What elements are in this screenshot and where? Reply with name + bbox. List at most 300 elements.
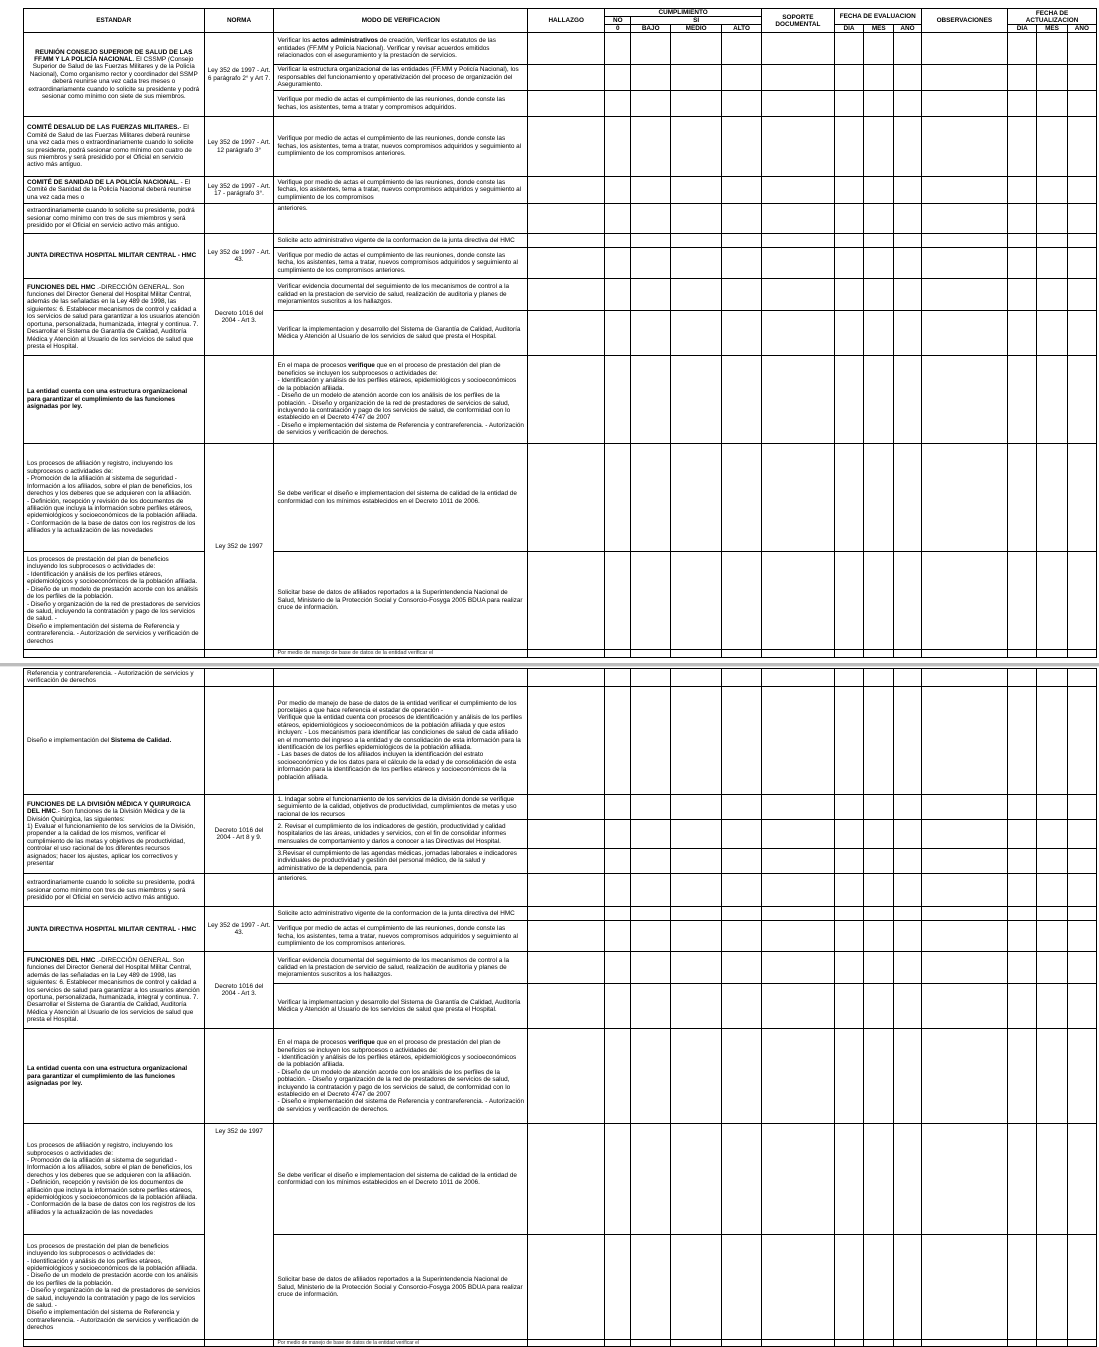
soporte-cell[interactable] — [761, 311, 834, 356]
anio-act-cell[interactable] — [1067, 820, 1096, 849]
mes-cell[interactable] — [864, 1235, 894, 1340]
anio-act-cell[interactable] — [1067, 1029, 1096, 1124]
alto-cell[interactable] — [722, 117, 762, 177]
alto-cell[interactable] — [722, 650, 762, 658]
dia-act-cell[interactable] — [1008, 907, 1037, 921]
dia-cell[interactable] — [834, 921, 863, 952]
no-cell[interactable] — [605, 204, 631, 234]
anio-cell[interactable] — [894, 1124, 921, 1235]
no-cell[interactable] — [605, 849, 631, 874]
medio-cell[interactable] — [671, 311, 722, 356]
dia-cell[interactable] — [834, 874, 863, 907]
anio-act-cell[interactable] — [1067, 1235, 1096, 1340]
bajo-cell[interactable] — [631, 65, 671, 91]
mes-cell[interactable] — [864, 1124, 894, 1235]
anio-act-cell[interactable] — [1067, 65, 1096, 91]
soporte-cell[interactable] — [761, 444, 834, 552]
no-cell[interactable] — [605, 234, 631, 248]
dia-cell[interactable] — [834, 65, 863, 91]
observaciones-cell[interactable] — [921, 356, 1008, 444]
bajo-cell[interactable] — [631, 204, 671, 234]
anio-act-cell[interactable] — [1067, 874, 1096, 907]
observaciones-cell[interactable] — [921, 794, 1008, 819]
dia-act-cell[interactable] — [1008, 177, 1037, 204]
anio-cell[interactable] — [894, 874, 921, 907]
observaciones-cell[interactable] — [921, 1124, 1008, 1235]
mes-act-cell[interactable] — [1037, 234, 1067, 248]
dia-act-cell[interactable] — [1008, 65, 1037, 91]
soporte-cell[interactable] — [761, 356, 834, 444]
hallazgo-cell[interactable] — [528, 686, 605, 794]
no-cell[interactable] — [605, 279, 631, 311]
mes-act-cell[interactable] — [1037, 794, 1067, 819]
mes-act-cell[interactable] — [1037, 356, 1067, 444]
soporte-cell[interactable] — [761, 686, 834, 794]
no-cell[interactable] — [605, 650, 631, 658]
hallazgo-cell[interactable] — [528, 65, 605, 91]
dia-cell[interactable] — [834, 177, 863, 204]
mes-act-cell[interactable] — [1037, 686, 1067, 794]
no-cell[interactable] — [605, 117, 631, 177]
dia-act-cell[interactable] — [1008, 204, 1037, 234]
anio-act-cell[interactable] — [1067, 984, 1096, 1029]
alto-cell[interactable] — [722, 248, 762, 279]
mes-act-cell[interactable] — [1037, 1340, 1067, 1347]
bajo-cell[interactable] — [631, 907, 671, 921]
no-cell[interactable] — [605, 248, 631, 279]
anio-cell[interactable] — [894, 356, 921, 444]
medio-cell[interactable] — [671, 1340, 722, 1347]
mes-act-cell[interactable] — [1037, 921, 1067, 952]
alto-cell[interactable] — [722, 356, 762, 444]
medio-cell[interactable] — [671, 356, 722, 444]
mes-act-cell[interactable] — [1037, 1029, 1067, 1124]
soporte-cell[interactable] — [761, 650, 834, 658]
anio-cell[interactable] — [894, 1235, 921, 1340]
hallazgo-cell[interactable] — [528, 279, 605, 311]
dia-act-cell[interactable] — [1008, 952, 1037, 984]
mes-act-cell[interactable] — [1037, 650, 1067, 658]
alto-cell[interactable] — [722, 984, 762, 1029]
observaciones-cell[interactable] — [921, 552, 1008, 650]
dia-act-cell[interactable] — [1008, 820, 1037, 849]
medio-cell[interactable] — [671, 874, 722, 907]
mes-cell[interactable] — [864, 65, 894, 91]
anio-cell[interactable] — [894, 794, 921, 819]
anio-cell[interactable] — [894, 117, 921, 177]
bajo-cell[interactable] — [631, 1340, 671, 1347]
mes-cell[interactable] — [864, 650, 894, 658]
mes-act-cell[interactable] — [1037, 669, 1067, 687]
bajo-cell[interactable] — [631, 820, 671, 849]
mes-cell[interactable] — [864, 248, 894, 279]
alto-cell[interactable] — [722, 91, 762, 117]
anio-cell[interactable] — [894, 552, 921, 650]
mes-act-cell[interactable] — [1037, 1235, 1067, 1340]
no-cell[interactable] — [605, 984, 631, 1029]
anio-cell[interactable] — [894, 984, 921, 1029]
no-cell[interactable] — [605, 1029, 631, 1124]
dia-cell[interactable] — [834, 952, 863, 984]
medio-cell[interactable] — [671, 444, 722, 552]
alto-cell[interactable] — [722, 311, 762, 356]
mes-act-cell[interactable] — [1037, 279, 1067, 311]
anio-cell[interactable] — [894, 204, 921, 234]
dia-cell[interactable] — [834, 248, 863, 279]
anio-act-cell[interactable] — [1067, 921, 1096, 952]
observaciones-cell[interactable] — [921, 1340, 1008, 1347]
dia-act-cell[interactable] — [1008, 552, 1037, 650]
hallazgo-cell[interactable] — [528, 444, 605, 552]
anio-act-cell[interactable] — [1067, 311, 1096, 356]
medio-cell[interactable] — [671, 1124, 722, 1235]
bajo-cell[interactable] — [631, 234, 671, 248]
hallazgo-cell[interactable] — [528, 794, 605, 819]
mes-act-cell[interactable] — [1037, 984, 1067, 1029]
medio-cell[interactable] — [671, 921, 722, 952]
anio-cell[interactable] — [894, 650, 921, 658]
observaciones-cell[interactable] — [921, 91, 1008, 117]
soporte-cell[interactable] — [761, 234, 834, 248]
bajo-cell[interactable] — [631, 849, 671, 874]
alto-cell[interactable] — [722, 686, 762, 794]
dia-act-cell[interactable] — [1008, 686, 1037, 794]
mes-act-cell[interactable] — [1037, 311, 1067, 356]
bajo-cell[interactable] — [631, 1235, 671, 1340]
soporte-cell[interactable] — [761, 177, 834, 204]
anio-act-cell[interactable] — [1067, 849, 1096, 874]
mes-cell[interactable] — [864, 849, 894, 874]
medio-cell[interactable] — [671, 952, 722, 984]
mes-act-cell[interactable] — [1037, 65, 1067, 91]
alto-cell[interactable] — [722, 1235, 762, 1340]
alto-cell[interactable] — [722, 952, 762, 984]
dia-cell[interactable] — [834, 849, 863, 874]
dia-cell[interactable] — [834, 234, 863, 248]
anio-cell[interactable] — [894, 33, 921, 65]
anio-act-cell[interactable] — [1067, 117, 1096, 177]
alto-cell[interactable] — [722, 820, 762, 849]
hallazgo-cell[interactable] — [528, 1029, 605, 1124]
observaciones-cell[interactable] — [921, 650, 1008, 658]
soporte-cell[interactable] — [761, 794, 834, 819]
hallazgo-cell[interactable] — [528, 921, 605, 952]
anio-act-cell[interactable] — [1067, 279, 1096, 311]
no-cell[interactable] — [605, 686, 631, 794]
observaciones-cell[interactable] — [921, 248, 1008, 279]
mes-cell[interactable] — [864, 552, 894, 650]
dia-cell[interactable] — [834, 820, 863, 849]
soporte-cell[interactable] — [761, 552, 834, 650]
soporte-cell[interactable] — [761, 117, 834, 177]
anio-act-cell[interactable] — [1067, 234, 1096, 248]
alto-cell[interactable] — [722, 921, 762, 952]
bajo-cell[interactable] — [631, 33, 671, 65]
dia-act-cell[interactable] — [1008, 444, 1037, 552]
medio-cell[interactable] — [671, 907, 722, 921]
mes-act-cell[interactable] — [1037, 444, 1067, 552]
anio-cell[interactable] — [894, 849, 921, 874]
medio-cell[interactable] — [671, 117, 722, 177]
mes-cell[interactable] — [864, 952, 894, 984]
mes-cell[interactable] — [864, 117, 894, 177]
dia-act-cell[interactable] — [1008, 650, 1037, 658]
anio-act-cell[interactable] — [1067, 177, 1096, 204]
mes-cell[interactable] — [864, 311, 894, 356]
mes-cell[interactable] — [864, 794, 894, 819]
no-cell[interactable] — [605, 820, 631, 849]
medio-cell[interactable] — [671, 204, 722, 234]
mes-cell[interactable] — [864, 204, 894, 234]
bajo-cell[interactable] — [631, 921, 671, 952]
bajo-cell[interactable] — [631, 311, 671, 356]
alto-cell[interactable] — [722, 849, 762, 874]
dia-cell[interactable] — [834, 1235, 863, 1340]
anio-cell[interactable] — [894, 91, 921, 117]
observaciones-cell[interactable] — [921, 952, 1008, 984]
mes-act-cell[interactable] — [1037, 91, 1067, 117]
anio-cell[interactable] — [894, 444, 921, 552]
bajo-cell[interactable] — [631, 686, 671, 794]
medio-cell[interactable] — [671, 33, 722, 65]
mes-act-cell[interactable] — [1037, 820, 1067, 849]
dia-cell[interactable] — [834, 1340, 863, 1347]
hallazgo-cell[interactable] — [528, 117, 605, 177]
no-cell[interactable] — [605, 552, 631, 650]
observaciones-cell[interactable] — [921, 907, 1008, 921]
alto-cell[interactable] — [722, 177, 762, 204]
mes-cell[interactable] — [864, 1029, 894, 1124]
no-cell[interactable] — [605, 907, 631, 921]
anio-cell[interactable] — [894, 248, 921, 279]
bajo-cell[interactable] — [631, 984, 671, 1029]
mes-cell[interactable] — [864, 91, 894, 117]
anio-act-cell[interactable] — [1067, 686, 1096, 794]
mes-act-cell[interactable] — [1037, 849, 1067, 874]
dia-cell[interactable] — [834, 1124, 863, 1235]
no-cell[interactable] — [605, 444, 631, 552]
alto-cell[interactable] — [722, 65, 762, 91]
observaciones-cell[interactable] — [921, 234, 1008, 248]
alto-cell[interactable] — [722, 204, 762, 234]
hallazgo-cell[interactable] — [528, 984, 605, 1029]
alto-cell[interactable] — [722, 669, 762, 687]
dia-act-cell[interactable] — [1008, 849, 1037, 874]
hallazgo-cell[interactable] — [528, 33, 605, 65]
bajo-cell[interactable] — [631, 874, 671, 907]
medio-cell[interactable] — [671, 248, 722, 279]
hallazgo-cell[interactable] — [528, 234, 605, 248]
dia-cell[interactable] — [834, 91, 863, 117]
mes-act-cell[interactable] — [1037, 874, 1067, 907]
no-cell[interactable] — [605, 1235, 631, 1340]
dia-act-cell[interactable] — [1008, 234, 1037, 248]
alto-cell[interactable] — [722, 794, 762, 819]
mes-cell[interactable] — [864, 907, 894, 921]
bajo-cell[interactable] — [631, 117, 671, 177]
bajo-cell[interactable] — [631, 91, 671, 117]
anio-act-cell[interactable] — [1067, 356, 1096, 444]
no-cell[interactable] — [605, 356, 631, 444]
bajo-cell[interactable] — [631, 552, 671, 650]
hallazgo-cell[interactable] — [528, 1124, 605, 1235]
observaciones-cell[interactable] — [921, 33, 1008, 65]
no-cell[interactable] — [605, 33, 631, 65]
hallazgo-cell[interactable] — [528, 669, 605, 687]
mes-cell[interactable] — [864, 177, 894, 204]
soporte-cell[interactable] — [761, 91, 834, 117]
medio-cell[interactable] — [671, 91, 722, 117]
hallazgo-cell[interactable] — [528, 650, 605, 658]
medio-cell[interactable] — [671, 669, 722, 687]
observaciones-cell[interactable] — [921, 1235, 1008, 1340]
soporte-cell[interactable] — [761, 849, 834, 874]
anio-cell[interactable] — [894, 1029, 921, 1124]
alto-cell[interactable] — [722, 1029, 762, 1124]
observaciones-cell[interactable] — [921, 1029, 1008, 1124]
mes-cell[interactable] — [864, 1340, 894, 1347]
soporte-cell[interactable] — [761, 33, 834, 65]
anio-cell[interactable] — [894, 686, 921, 794]
anio-act-cell[interactable] — [1067, 907, 1096, 921]
mes-act-cell[interactable] — [1037, 177, 1067, 204]
no-cell[interactable] — [605, 794, 631, 819]
anio-cell[interactable] — [894, 952, 921, 984]
observaciones-cell[interactable] — [921, 874, 1008, 907]
no-cell[interactable] — [605, 1340, 631, 1347]
dia-act-cell[interactable] — [1008, 1235, 1037, 1340]
bajo-cell[interactable] — [631, 952, 671, 984]
alto-cell[interactable] — [722, 234, 762, 248]
mes-act-cell[interactable] — [1037, 117, 1067, 177]
mes-cell[interactable] — [864, 279, 894, 311]
hallazgo-cell[interactable] — [528, 204, 605, 234]
dia-act-cell[interactable] — [1008, 279, 1037, 311]
alto-cell[interactable] — [722, 552, 762, 650]
no-cell[interactable] — [605, 177, 631, 204]
hallazgo-cell[interactable] — [528, 907, 605, 921]
bajo-cell[interactable] — [631, 177, 671, 204]
alto-cell[interactable] — [722, 907, 762, 921]
dia-act-cell[interactable] — [1008, 311, 1037, 356]
observaciones-cell[interactable] — [921, 921, 1008, 952]
soporte-cell[interactable] — [761, 921, 834, 952]
dia-cell[interactable] — [834, 669, 863, 687]
mes-act-cell[interactable] — [1037, 33, 1067, 65]
dia-cell[interactable] — [834, 552, 863, 650]
hallazgo-cell[interactable] — [528, 91, 605, 117]
dia-cell[interactable] — [834, 311, 863, 356]
dia-act-cell[interactable] — [1008, 874, 1037, 907]
observaciones-cell[interactable] — [921, 204, 1008, 234]
bajo-cell[interactable] — [631, 794, 671, 819]
anio-cell[interactable] — [894, 921, 921, 952]
no-cell[interactable] — [605, 874, 631, 907]
mes-act-cell[interactable] — [1037, 204, 1067, 234]
anio-act-cell[interactable] — [1067, 1124, 1096, 1235]
no-cell[interactable] — [605, 921, 631, 952]
no-cell[interactable] — [605, 669, 631, 687]
anio-act-cell[interactable] — [1067, 552, 1096, 650]
mes-cell[interactable] — [864, 669, 894, 687]
hallazgo-cell[interactable] — [528, 849, 605, 874]
bajo-cell[interactable] — [631, 356, 671, 444]
alto-cell[interactable] — [722, 1124, 762, 1235]
soporte-cell[interactable] — [761, 65, 834, 91]
hallazgo-cell[interactable] — [528, 952, 605, 984]
medio-cell[interactable] — [671, 279, 722, 311]
dia-act-cell[interactable] — [1008, 248, 1037, 279]
anio-cell[interactable] — [894, 1340, 921, 1347]
dia-act-cell[interactable] — [1008, 794, 1037, 819]
hallazgo-cell[interactable] — [528, 311, 605, 356]
anio-act-cell[interactable] — [1067, 952, 1096, 984]
mes-act-cell[interactable] — [1037, 1124, 1067, 1235]
observaciones-cell[interactable] — [921, 669, 1008, 687]
dia-cell[interactable] — [834, 1029, 863, 1124]
mes-act-cell[interactable] — [1037, 552, 1067, 650]
medio-cell[interactable] — [671, 650, 722, 658]
bajo-cell[interactable] — [631, 444, 671, 552]
medio-cell[interactable] — [671, 65, 722, 91]
no-cell[interactable] — [605, 952, 631, 984]
observaciones-cell[interactable] — [921, 444, 1008, 552]
soporte-cell[interactable] — [761, 820, 834, 849]
mes-cell[interactable] — [864, 984, 894, 1029]
no-cell[interactable] — [605, 91, 631, 117]
medio-cell[interactable] — [671, 1235, 722, 1340]
medio-cell[interactable] — [671, 552, 722, 650]
soporte-cell[interactable] — [761, 1029, 834, 1124]
soporte-cell[interactable] — [761, 984, 834, 1029]
bajo-cell[interactable] — [631, 279, 671, 311]
medio-cell[interactable] — [671, 1029, 722, 1124]
hallazgo-cell[interactable] — [528, 177, 605, 204]
no-cell[interactable] — [605, 65, 631, 91]
dia-act-cell[interactable] — [1008, 984, 1037, 1029]
mes-cell[interactable] — [864, 686, 894, 794]
anio-act-cell[interactable] — [1067, 669, 1096, 687]
medio-cell[interactable] — [671, 984, 722, 1029]
dia-act-cell[interactable] — [1008, 669, 1037, 687]
observaciones-cell[interactable] — [921, 117, 1008, 177]
soporte-cell[interactable] — [761, 952, 834, 984]
bajo-cell[interactable] — [631, 669, 671, 687]
dia-cell[interactable] — [834, 33, 863, 65]
dia-act-cell[interactable] — [1008, 1124, 1037, 1235]
dia-cell[interactable] — [834, 204, 863, 234]
no-cell[interactable] — [605, 311, 631, 356]
alto-cell[interactable] — [722, 444, 762, 552]
anio-cell[interactable] — [894, 820, 921, 849]
anio-cell[interactable] — [894, 669, 921, 687]
anio-cell[interactable] — [894, 279, 921, 311]
anio-cell[interactable] — [894, 907, 921, 921]
no-cell[interactable] — [605, 1124, 631, 1235]
soporte-cell[interactable] — [761, 279, 834, 311]
mes-cell[interactable] — [864, 874, 894, 907]
alto-cell[interactable] — [722, 874, 762, 907]
dia-act-cell[interactable] — [1008, 1029, 1037, 1124]
medio-cell[interactable] — [671, 234, 722, 248]
dia-act-cell[interactable] — [1008, 356, 1037, 444]
bajo-cell[interactable] — [631, 650, 671, 658]
anio-act-cell[interactable] — [1067, 444, 1096, 552]
mes-cell[interactable] — [864, 820, 894, 849]
observaciones-cell[interactable] — [921, 849, 1008, 874]
observaciones-cell[interactable] — [921, 820, 1008, 849]
anio-cell[interactable] — [894, 311, 921, 356]
